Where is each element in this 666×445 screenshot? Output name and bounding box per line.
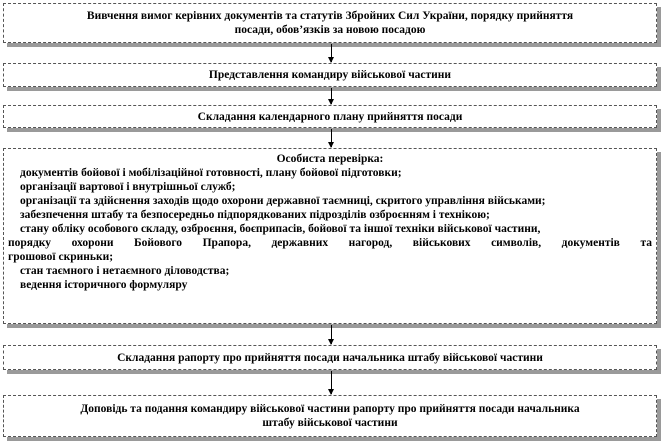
step-report-to-commander-line-1: Доповідь та подання командиру військової частини рапорту про прийняття посади начальника	[80, 403, 580, 415]
flow-arrow-2	[331, 88, 332, 104]
step-report-to-commander-line-2: штабу військової частини	[262, 417, 398, 429]
step-write-report	[3, 345, 657, 370]
inspection-item-7: ведення історичного формуляру	[20, 279, 188, 291]
step-presentation-to-commander	[3, 63, 657, 87]
flow-arrow-4	[331, 325, 332, 344]
inspection-item-5: стану обліку особового складу, озброєння, боєприпасів, бойової та іншої техніки військової частини,	[20, 223, 541, 235]
flow-arrow-1	[331, 44, 332, 62]
step-write-report-text: Складання рапорту про прийняття посади начальника штабу військової частини	[117, 351, 543, 364]
personal-inspection-title: Особиста перевірка:	[276, 153, 384, 165]
step-calendar-plan	[3, 105, 657, 128]
step-study-requirements	[3, 3, 657, 43]
flow-arrow-5	[331, 371, 332, 394]
step-study-requirements-line-2: посади, обов’язків за новою посадою	[234, 24, 426, 36]
inspection-item-6: стан таємного і нетаємного діловодства;	[20, 265, 230, 277]
inspection-item-4: забезпечення штабу та безпосередньо підпорядкованих підрозділів озброєнням і технікою;	[20, 209, 490, 221]
inspection-item-3: організації та здійснення заходів щодо охорони державної таємниці, скритого управління військами;	[20, 195, 546, 207]
step-personal-inspection	[3, 148, 657, 324]
step-presentation-to-commander-text: Представлення командиру військової частини	[208, 69, 452, 81]
inspection-item-5-continued: порядку охорони Бойового Прапора, державних нагород, військових символів, документів та	[8, 237, 652, 249]
step-study-requirements-line-1: Вивчення вимог керівних документів та статутів Збройних Сил України, порядку прийняття	[86, 10, 574, 22]
step-report-to-commander	[3, 395, 657, 437]
flow-arrow-3	[331, 129, 332, 147]
inspection-item-1: документів бойової і мобілізаційної готовності, плану бойової підготовки;	[20, 167, 402, 179]
inspection-item-5-end: грошової скриньки;	[8, 251, 114, 263]
step-calendar-plan-text: Складання календарного плану прийняття посади	[197, 110, 463, 123]
inspection-item-2: організації вартової і внутрішньої служб;	[20, 181, 236, 193]
